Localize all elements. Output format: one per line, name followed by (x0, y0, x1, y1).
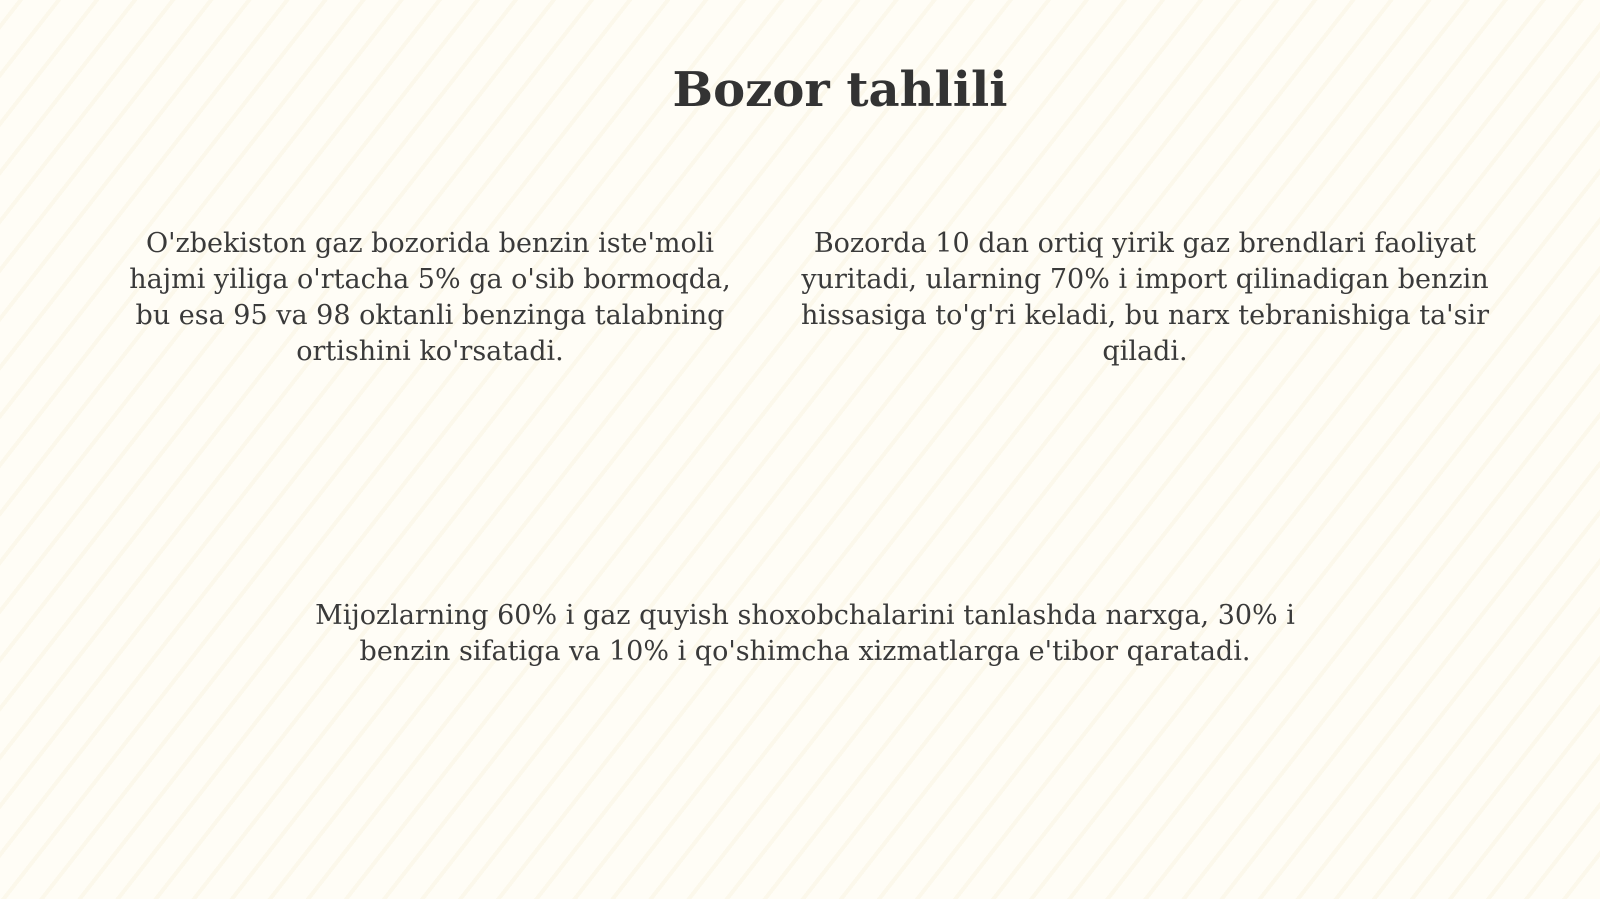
customer-preferences-paragraph: Mijozlarning 60% i gaz quyish shoxobchalarini tanlashda narxga, 30% i benzin sifatiga va 10% i qo'shimcha xizmatlarga e'tibor qaratadi. (315, 600, 1295, 667)
market-consumption-paragraph: O'zbekiston gaz bozorida benzin iste'moli hajmi yiliga o'rtacha 5% ga o'sib bormoqda, bu esa 95 va 98 oktanli benzinga talabning ortishini ko'rsatadi. (129, 228, 731, 367)
slide-title: Bozor tahlili (672, 62, 1008, 118)
market-brands-paragraph: Bozorda 10 dan ortiq yirik gaz brendlari faoliyat yuritadi, ularning 70% i import qilinadigan benzin hissasiga to'g'ri keladi, bu narx tebranishiga ta'sir qiladi. (800, 228, 1489, 367)
